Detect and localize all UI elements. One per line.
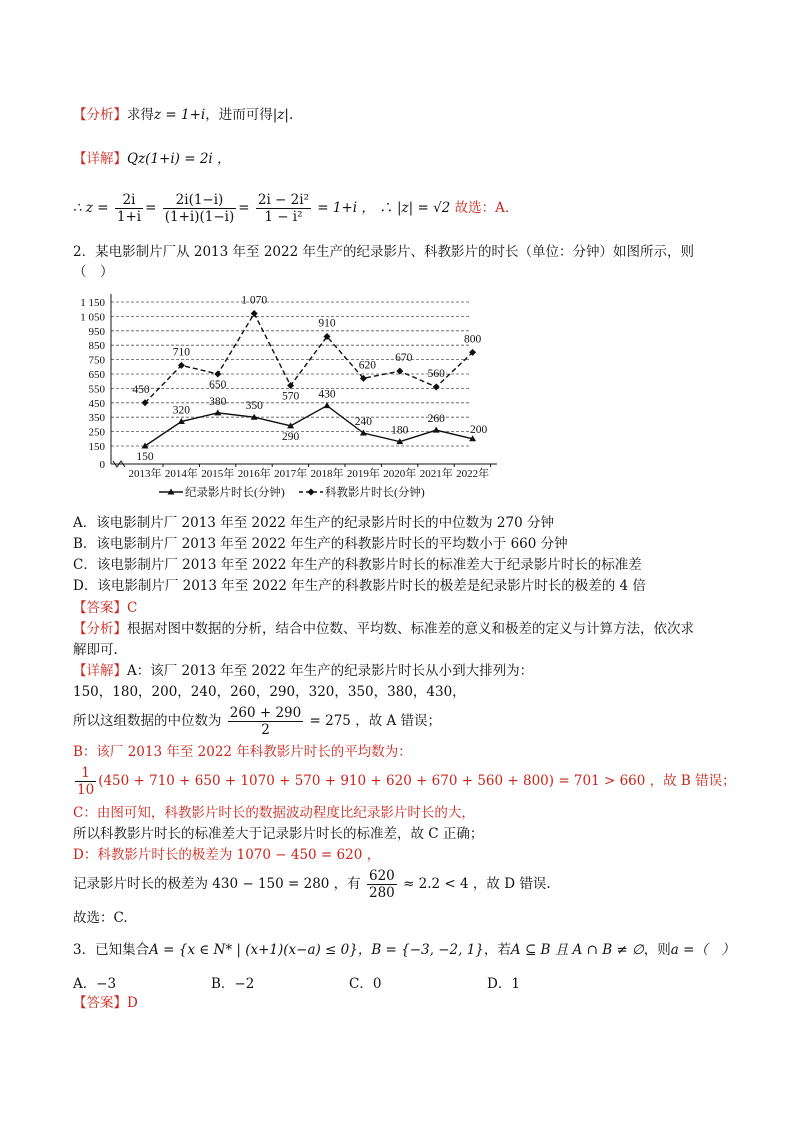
documentary-data-label: 430 bbox=[318, 388, 336, 401]
y-tick-label: 850 bbox=[88, 340, 105, 353]
fraction-1-num: 2i bbox=[115, 192, 143, 209]
q2-analysis-2: 解即可. bbox=[73, 642, 118, 658]
q2-median-suffix: = 275 ，故 A 错误； bbox=[309, 713, 442, 729]
q3-option-c: C．0 bbox=[349, 976, 382, 992]
science-data-label: 450 bbox=[132, 383, 150, 396]
documentary-data-label: 260 bbox=[427, 413, 445, 426]
q2-median-prefix: 所以这组数据的中位数为 bbox=[73, 713, 222, 729]
q2-analysis-tag: 【分析】 bbox=[73, 621, 127, 637]
q2-answer-tag: 【答案】 bbox=[73, 600, 127, 616]
y-tick-label: 0 bbox=[99, 459, 105, 471]
documentary-data-label: 150 bbox=[136, 451, 154, 463]
y-tick-label: 250 bbox=[88, 426, 105, 439]
legend-diamond-icon bbox=[308, 489, 315, 496]
y-tick-label: 150 bbox=[88, 441, 105, 453]
q2-analysis-text: 根据对图中数据的分析，结合中位数、平均数、标准差的意义和极差的定义与计算方法，依次求 bbox=[127, 621, 694, 637]
range-fraction bbox=[367, 868, 397, 901]
q3-set-b: ，B = {−3, −2, 1} bbox=[357, 942, 484, 958]
analysis-line bbox=[73, 105, 293, 125]
science-data-label: 570 bbox=[281, 390, 300, 403]
mean-fraction bbox=[75, 765, 96, 798]
q2-stem-2: （ ） bbox=[73, 264, 114, 280]
documentary-data-label: 200 bbox=[469, 423, 488, 436]
y-tick-label: 350 bbox=[88, 412, 105, 425]
q2-detail-a-3 bbox=[73, 703, 441, 739]
q2-option-c: C．该电影制片厂 2013 年至 2022 年生产的科教影片时长的标准差大于纪录影片时长的标准差 bbox=[73, 557, 642, 573]
q2-detail-d-2 bbox=[73, 866, 551, 902]
science-film-line bbox=[145, 314, 473, 403]
science-data-label: 910 bbox=[318, 317, 336, 330]
documentary-data-label: 180 bbox=[391, 424, 409, 437]
range-prefix: 记录影片时长的极差为 430 − 150 = 280 ，有 bbox=[73, 876, 361, 892]
line-chart bbox=[73, 288, 503, 500]
q2-detail-a-text: A：该厂 2013 年至 2022 年生产的纪录影片时长从小到大排列为： bbox=[127, 663, 534, 679]
q2-option-b: B．该电影制片厂 2013 年至 2022 年生产的科教影片时长的平均数小于 660 分钟 bbox=[73, 536, 568, 552]
fraction-2-num: 2i(1−i) bbox=[163, 192, 237, 209]
q3-condition: A ⊆ B 且 A ∩ B ≠ ∅ bbox=[510, 942, 644, 958]
axis-break bbox=[113, 461, 125, 467]
y-tick-label: 550 bbox=[88, 383, 105, 396]
detail-tag: 【详解】 bbox=[73, 151, 127, 167]
x-tick-label: 2018年 bbox=[310, 468, 344, 480]
fraction-3 bbox=[256, 192, 311, 225]
fraction-1 bbox=[115, 192, 143, 225]
q2-conclusion: 故选：C. bbox=[73, 910, 128, 926]
legend-documentary-label: 纪录影片时长(分钟) bbox=[185, 487, 285, 499]
y-tick-label: 450 bbox=[88, 397, 105, 410]
x-tick-label: 2019年 bbox=[346, 468, 380, 480]
x-tick-label: 2022年 bbox=[456, 468, 490, 480]
diamond-marker bbox=[214, 371, 221, 378]
fraction-2-den: (1+i)(1−i) bbox=[164, 209, 235, 225]
q3-answer-value: D bbox=[127, 995, 138, 1011]
q3-answer bbox=[73, 993, 138, 1013]
x-tick-label: 2013年 bbox=[128, 468, 162, 480]
q2-detail-tag: 【详解】 bbox=[73, 663, 127, 679]
range-fraction-num: 620 bbox=[368, 868, 395, 884]
q3-set-a: A = {x ∈ N* | (x+1)(x−a) ≤ 0} bbox=[149, 942, 358, 958]
q2-stem-1: 2．某电影制片厂从 2013 年至 2022 年生产的纪录影片、科教影片的时长（单位：分钟）如图所示，则 bbox=[73, 244, 694, 260]
detail-line-2: ∴ z = $\frac{2i}{1+i}$ = $\frac{2i(1-i)}{(1+i)(1-i)}$ = $\frac{\text{2i − 2i²}}{\text{1 − i²}}$ = 1+i ， ∴ |z| = √2 故选：A. bbox=[73, 192, 510, 225]
diamond-marker bbox=[433, 383, 440, 390]
fraction-2 bbox=[163, 192, 237, 225]
q2-detail-d-1: D：科教影片时长的极差为 1070 − 450 = 620 ， bbox=[73, 847, 381, 863]
science-data-label: 670 bbox=[395, 352, 413, 365]
analysis-tag: 【分析】 bbox=[73, 107, 127, 123]
science-data-label: 1 070 bbox=[241, 294, 268, 307]
science-data-label: 800 bbox=[463, 333, 482, 346]
x-tick-label: 2020年 bbox=[383, 468, 417, 480]
diamond-marker bbox=[251, 310, 258, 317]
science-data-label: 650 bbox=[209, 379, 227, 391]
q2-detail-a-1 bbox=[73, 661, 533, 681]
y-tick-label: 1 150 bbox=[80, 297, 105, 309]
q3-stem-prefix: 3．已知集合 bbox=[73, 942, 150, 958]
range-fraction-den: 280 bbox=[368, 885, 395, 901]
q3-stem bbox=[73, 938, 735, 962]
z-prefix: ∴ z = bbox=[73, 200, 109, 216]
chart-labels bbox=[132, 295, 487, 463]
science-data-label: 560 bbox=[427, 367, 445, 380]
x-tick-label: 2014年 bbox=[164, 468, 198, 480]
x-tick-label: 2021年 bbox=[419, 468, 453, 480]
mean-expression: (450 + 710 + 650 + 1070 + 570 + 910 + 620 + 670 + 560 + 800) = 701 > 660 ，故 B 错误； bbox=[98, 773, 736, 789]
analysis-text-b: ，进而可得 bbox=[205, 107, 273, 123]
q2-detail-c-2: 所以科教影片时长的标准差大于记录影片时长的标准差，故 C 正确； bbox=[73, 826, 484, 842]
q2-detail-b-1: B：该厂 2013 年至 2022 年科教影片时长的平均数为： bbox=[73, 744, 412, 760]
triangle-marker bbox=[433, 427, 440, 433]
y-tick-label: 650 bbox=[88, 369, 105, 381]
detail-line-1 bbox=[73, 149, 231, 169]
documentary-data-label: 290 bbox=[281, 430, 300, 443]
detail-expr: Qz(1+i) = 2i ， bbox=[127, 151, 231, 167]
q3-option-b: B．−2 bbox=[211, 976, 255, 992]
fraction-3-den: 1 − i² bbox=[264, 209, 303, 225]
range-suffix: ≈ 2.2 < 4 ，故 D 错误. bbox=[403, 876, 551, 892]
q2-detail-c-1: C：由图可知，科教影片时长的数据波动程度比纪录影片时长的大， bbox=[73, 805, 475, 821]
detail-tail: = 1+i ， ∴ |z| = √2 bbox=[317, 200, 451, 216]
q2-analysis-1 bbox=[73, 619, 694, 639]
analysis-expr-b: |z|. bbox=[272, 107, 294, 123]
x-tick-label: 2016年 bbox=[237, 468, 271, 480]
median-fraction-den: 2 bbox=[261, 722, 270, 738]
q2-detail-a-2: 150，180，200，240，260，290，320，350，380，430， bbox=[73, 684, 466, 700]
mean-fraction-den: 10 bbox=[77, 782, 95, 798]
q2-option-a: A．该电影制片厂 2013 年至 2022 年生产的纪录影片时长的中位数为 270 分钟 bbox=[73, 515, 554, 531]
median-fraction bbox=[228, 705, 303, 738]
q3-option-a: A．−3 bbox=[73, 976, 117, 992]
documentary-data-label: 320 bbox=[172, 404, 191, 417]
analysis-text-a: 求得 bbox=[127, 107, 154, 123]
y-tick-label: 950 bbox=[88, 325, 105, 338]
q2-answer-value: C bbox=[127, 600, 138, 616]
chart-legend bbox=[159, 485, 425, 499]
q3-answer-tag: 【答案】 bbox=[73, 995, 127, 1011]
documentary-data-label: 240 bbox=[354, 416, 373, 429]
documentary-line bbox=[145, 406, 473, 446]
diamond-marker bbox=[396, 368, 403, 375]
x-tick-label: 2015年 bbox=[201, 468, 235, 480]
y-tick-label: 750 bbox=[88, 354, 105, 367]
q3-option-d: D．1 bbox=[487, 976, 520, 992]
q2-option-d: D．该电影制片厂 2013 年至 2022 年生产的科教影片时长的极差是纪录影片时长的极差的 4 倍 bbox=[73, 578, 646, 594]
triangle-marker bbox=[324, 402, 331, 408]
triangle-marker bbox=[142, 443, 149, 449]
analysis-expr-a: z = 1+i bbox=[154, 107, 206, 123]
median-fraction-num: 260 + 290 bbox=[229, 705, 302, 721]
legend-science-label: 科教影片时长(分钟) bbox=[325, 487, 425, 499]
q3-stem-mid: ，若 bbox=[483, 942, 511, 958]
mean-fraction-num: 1 bbox=[75, 765, 96, 782]
science-data-label: 620 bbox=[358, 359, 377, 372]
y-tick-label: 1 050 bbox=[80, 311, 105, 324]
fraction-1-den: 1+i bbox=[116, 209, 142, 225]
documentary-data-label: 350 bbox=[245, 400, 263, 413]
q2-answer bbox=[73, 598, 137, 618]
q2-detail-b-2 bbox=[73, 763, 736, 799]
q3-ask: a =（ ） bbox=[670, 942, 735, 958]
triangle-marker bbox=[214, 409, 221, 415]
science-data-label: 710 bbox=[172, 346, 191, 359]
detail-conclusion: 故选：A. bbox=[454, 200, 510, 216]
fraction-3-num: 2i − 2i² bbox=[257, 192, 309, 208]
x-tick-label: 2017年 bbox=[274, 468, 308, 480]
q3-stem-suffix: ，则 bbox=[643, 942, 671, 958]
documentary-data-label: 380 bbox=[209, 395, 227, 408]
